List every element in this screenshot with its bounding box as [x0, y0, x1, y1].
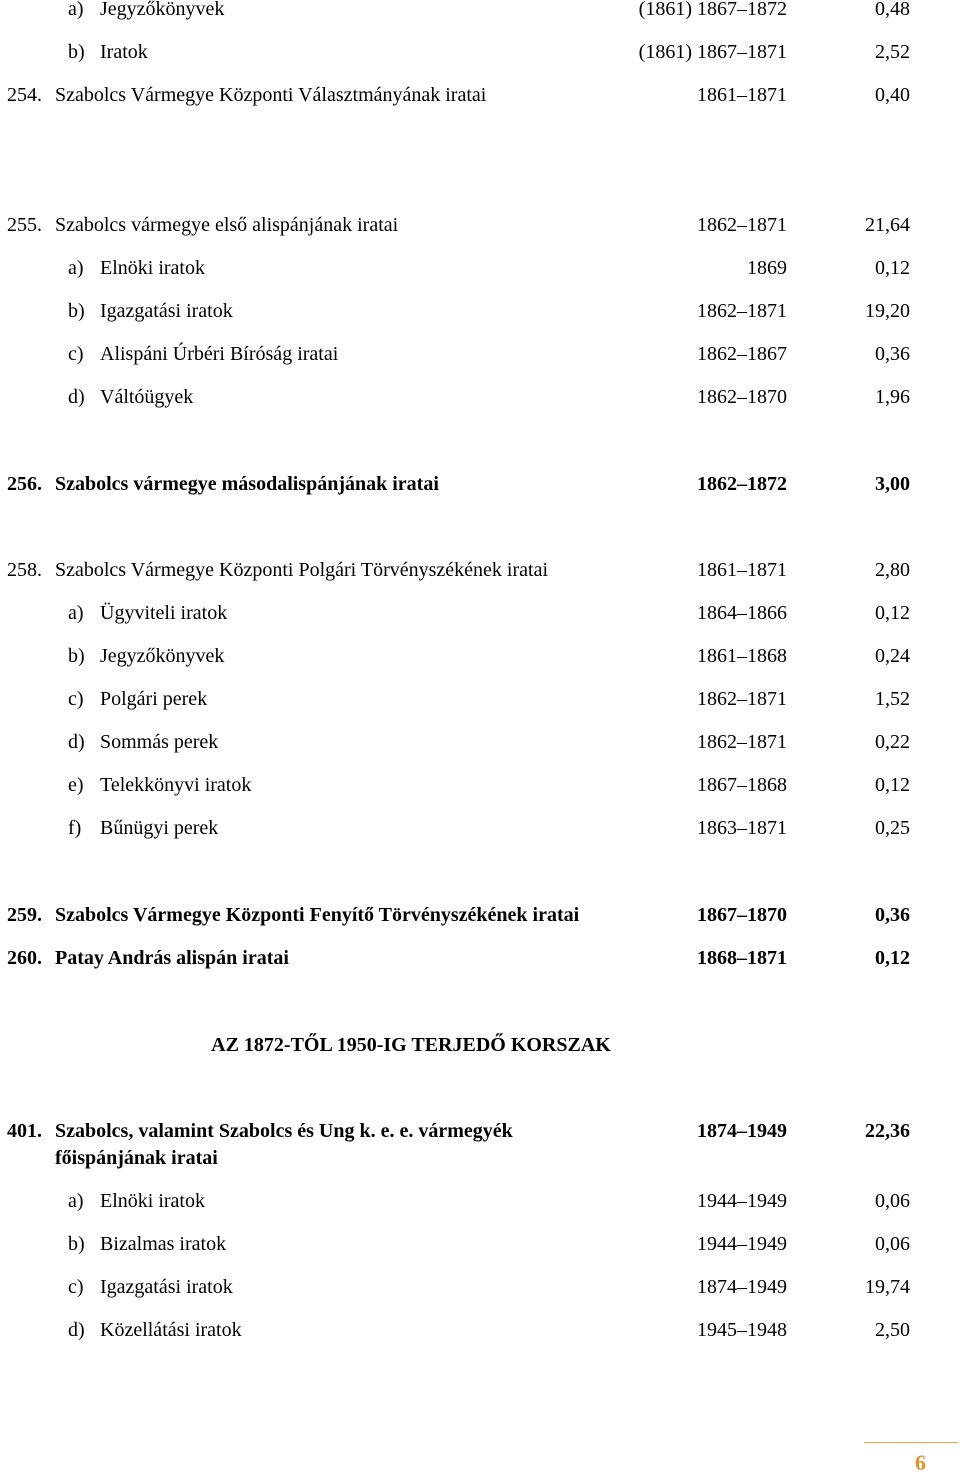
item-title: Szabolcs vármegye első alispánjának iratai — [55, 214, 399, 236]
item-years: 1861–1868 — [697, 645, 787, 667]
item-title: Bűnügyi perek — [100, 817, 219, 839]
list-item-continuation — [0, 1145, 960, 1171]
item-letter: b) — [68, 1233, 85, 1255]
list-item — [0, 600, 960, 626]
item-years: 1867–1868 — [697, 774, 787, 796]
item-years: 1863–1871 — [697, 817, 787, 839]
item-number: 260. — [7, 947, 42, 969]
item-size: 1,52 — [875, 688, 910, 710]
item-years: 1862–1871 — [697, 688, 787, 710]
item-size: 19,20 — [865, 300, 910, 322]
item-title: Patay András alispán iratai — [55, 947, 289, 969]
list-item — [0, 1317, 960, 1343]
item-years: 1862–1870 — [697, 386, 787, 408]
item-title: Alispáni Úrbéri Bíróság iratai — [100, 343, 339, 365]
item-letter: d) — [68, 1319, 85, 1341]
list-item — [0, 298, 960, 324]
item-size: 1,96 — [875, 386, 910, 408]
item-size: 0,06 — [875, 1190, 910, 1212]
item-years: 1861–1871 — [697, 84, 787, 106]
item-size: 0,12 — [875, 774, 910, 796]
item-letter: b) — [68, 645, 85, 667]
item-letter: b) — [68, 41, 85, 63]
list-item — [0, 471, 960, 497]
item-size: 0,48 — [875, 0, 910, 20]
item-title: Igazgatási iratok — [100, 300, 233, 322]
item-letter: c) — [68, 688, 84, 710]
item-years: 1944–1949 — [697, 1233, 787, 1255]
list-item — [0, 729, 960, 755]
list-item — [0, 1231, 960, 1257]
section-heading-text: AZ 1872-TŐL 1950-IG TERJEDŐ KORSZAK — [211, 1034, 611, 1056]
item-years: 1945–1948 — [697, 1319, 787, 1341]
item-title: Váltóügyek — [100, 386, 194, 408]
item-letter: d) — [68, 731, 85, 753]
item-title: Bizalmas iratok — [100, 1233, 227, 1255]
item-title: Igazgatási iratok — [100, 1276, 233, 1298]
list-item — [0, 255, 960, 281]
item-title: Elnöki iratok — [100, 1190, 205, 1212]
item-title: Telekkönyvi iratok — [100, 774, 252, 796]
section-heading — [0, 1032, 960, 1058]
list-item — [0, 0, 960, 22]
list-item — [0, 643, 960, 669]
item-years: (1861) 1867–1871 — [638, 41, 787, 63]
item-title: Szabolcs Vármegye Központi Választmányának iratai — [55, 84, 487, 106]
list-item — [0, 82, 960, 108]
list-item — [0, 557, 960, 583]
item-size: 0,36 — [875, 343, 910, 365]
item-number: 259. — [7, 904, 42, 926]
item-number: 256. — [7, 473, 42, 495]
item-title: Szabolcs Vármegye Központi Fenyítő Törvényszékének iratai — [55, 904, 580, 926]
item-title-continued: főispánjának iratai — [55, 1147, 218, 1169]
item-letter: c) — [68, 1276, 84, 1298]
item-letter: a) — [68, 0, 84, 20]
item-title: Elnöki iratok — [100, 257, 205, 279]
item-size: 19,74 — [865, 1276, 910, 1298]
list-item — [0, 815, 960, 841]
item-letter: f) — [68, 817, 82, 839]
item-size: 2,80 — [875, 559, 910, 581]
item-number: 255. — [7, 214, 42, 236]
item-years: 1862–1871 — [697, 731, 787, 753]
item-letter: c) — [68, 343, 84, 365]
item-size: 0,25 — [875, 817, 910, 839]
item-number: 254. — [7, 84, 42, 106]
item-size: 22,36 — [865, 1120, 910, 1142]
list-item — [0, 1188, 960, 1214]
item-letter: a) — [68, 257, 84, 279]
item-years: 1944–1949 — [697, 1190, 787, 1212]
list-item — [0, 686, 960, 712]
item-size: 0,06 — [875, 1233, 910, 1255]
item-title: Polgári perek — [100, 688, 208, 710]
item-years: 1862–1867 — [697, 343, 787, 365]
item-letter: d) — [68, 386, 85, 408]
item-title: Közellátási iratok — [100, 1319, 242, 1341]
item-years: 1874–1949 — [697, 1276, 787, 1298]
item-title: Ügyviteli iratok — [100, 602, 228, 624]
list-item — [0, 212, 960, 238]
list-item — [0, 902, 960, 928]
item-years: 1868–1871 — [697, 947, 787, 969]
item-years: 1874–1949 — [697, 1120, 787, 1142]
item-title: Szabolcs vármegye másodalispánjának iratai — [55, 473, 439, 495]
list-item — [0, 341, 960, 367]
list-item — [0, 772, 960, 798]
item-size: 0,40 — [875, 84, 910, 106]
item-letter: a) — [68, 1190, 84, 1212]
item-title: Jegyzőkönyvek — [100, 0, 225, 20]
list-item — [0, 39, 960, 65]
item-title: Szabolcs Vármegye Központi Polgári Törvényszékének iratai — [55, 559, 548, 581]
item-size: 0,12 — [875, 257, 910, 279]
item-years: 1869 — [747, 257, 787, 279]
page-number: 6 — [915, 1450, 926, 1475]
list-item — [0, 384, 960, 410]
item-letter: a) — [68, 602, 84, 624]
item-number: 258. — [7, 559, 42, 581]
item-letter: b) — [68, 300, 85, 322]
item-years: 1867–1870 — [697, 904, 787, 926]
list-item — [0, 945, 960, 971]
item-title: Szabolcs, valamint Szabolcs és Ung k. e. e. vármegyék — [55, 1120, 513, 1142]
item-years: 1864–1866 — [697, 602, 787, 624]
item-size: 0,12 — [875, 602, 910, 624]
item-size: 2,50 — [875, 1319, 910, 1341]
item-title: Jegyzőkönyvek — [100, 645, 225, 667]
list-item — [0, 1118, 960, 1144]
item-years: 1861–1871 — [697, 559, 787, 581]
footer-divider — [864, 1442, 958, 1443]
item-size: 0,22 — [875, 731, 910, 753]
item-years: (1861) 1867–1872 — [638, 0, 787, 20]
item-number: 401. — [7, 1120, 42, 1142]
item-letter: e) — [68, 774, 84, 796]
list-item — [0, 1274, 960, 1300]
item-years: 1862–1871 — [697, 300, 787, 322]
item-title: Sommás perek — [100, 731, 219, 753]
item-size: 3,00 — [875, 473, 910, 495]
item-title: Iratok — [100, 41, 148, 63]
item-years: 1862–1871 — [697, 214, 787, 236]
item-size: 2,52 — [875, 41, 910, 63]
item-years: 1862–1872 — [697, 473, 787, 495]
item-size: 0,12 — [875, 947, 910, 969]
item-size: 0,36 — [875, 904, 910, 926]
item-size: 0,24 — [875, 645, 910, 667]
item-size: 21,64 — [865, 214, 910, 236]
